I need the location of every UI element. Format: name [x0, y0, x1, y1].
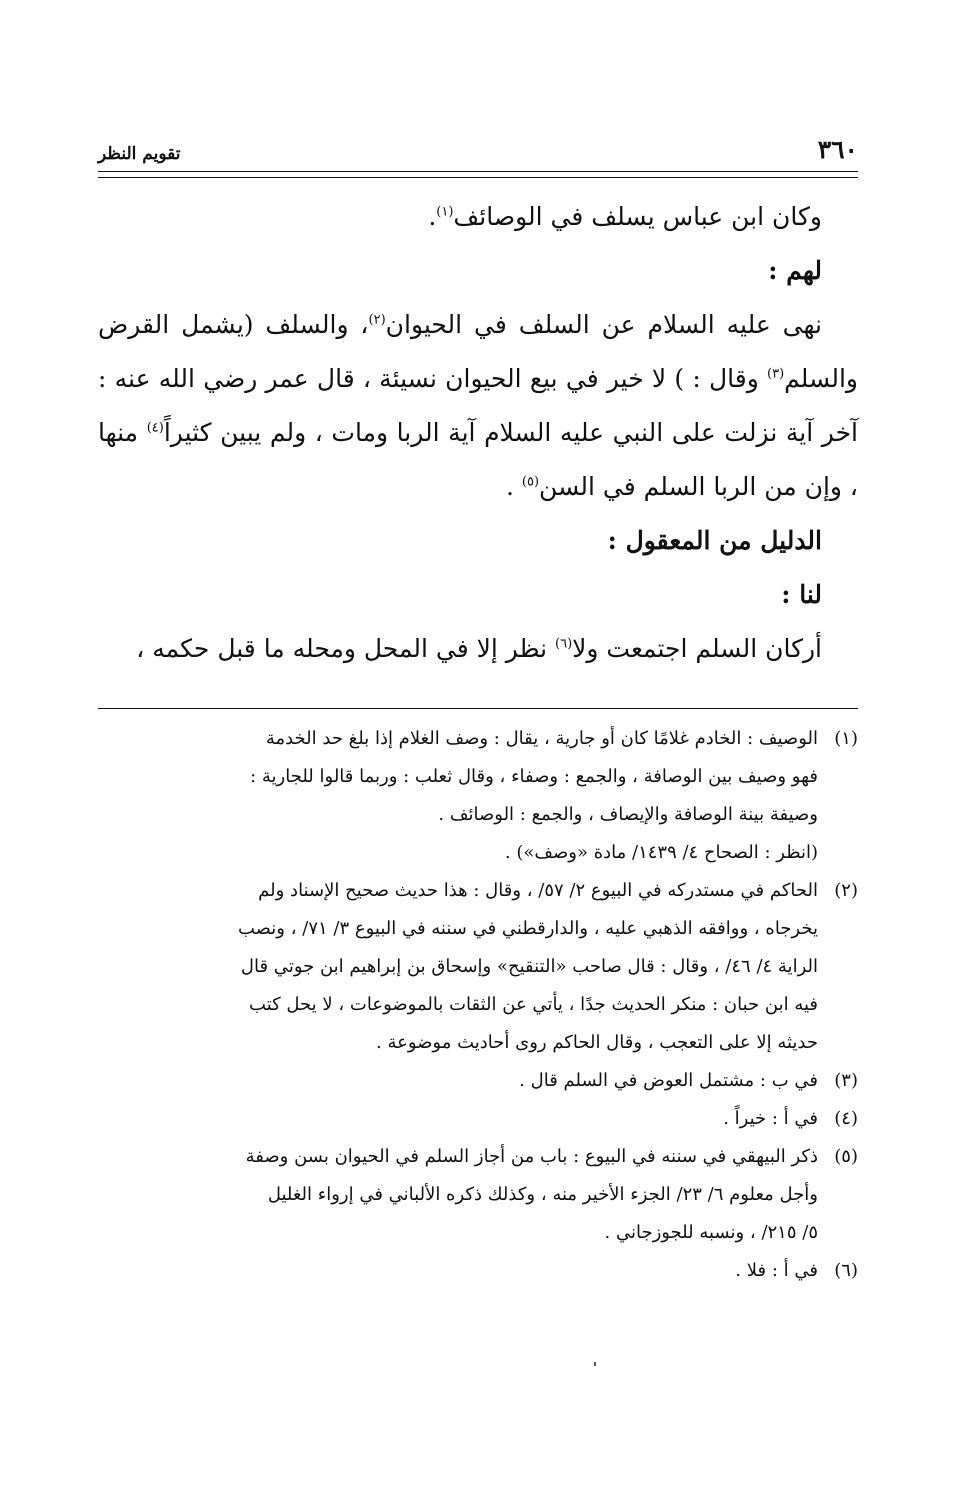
footnote [98, 1100, 858, 1138]
footnote [98, 872, 858, 1062]
footnote-line: (انظر : الصحاح ٤/ ١٤٣٩/ مادة «وصف») . [504, 842, 818, 863]
page-speck [594, 1362, 596, 1366]
footnote-number: (١) [834, 728, 858, 749]
footnote-ref-3: (٣) [767, 366, 785, 382]
footnote-ref-5: (٥) [521, 474, 540, 490]
footnote [98, 1062, 858, 1100]
paragraph-ibn-abbas: وكان ابن عباس يسلف في الوصائف$^{(١)}$. [428, 202, 822, 231]
footnote-rule [98, 708, 858, 709]
heading-lana: لنا : [781, 580, 822, 609]
footnote-line: ذكر البيهقي في سننه في البيوع : باب من أجاز السلم في الحيوان بسن وصفة [245, 1146, 818, 1167]
heading-lahum: لهم : [768, 256, 822, 285]
footnote-number: (٢) [834, 880, 858, 901]
header-rule [98, 171, 858, 178]
footnote-line: الوصيف : الخادم غلامًا كان أو جارية ، يقال : وصف الغلام إذا بلغ حد الخدمة [265, 728, 818, 749]
footnote-line: وصيفة بينة الوصافة والإيصاف ، والجمع : الوصائف . [438, 804, 818, 825]
footnote [98, 1138, 858, 1252]
footnote-number: (٥) [834, 1146, 858, 1167]
footnote-ref-6: (٦) [555, 636, 573, 652]
footnote-number: (٦) [834, 1260, 858, 1281]
footnote [98, 1252, 858, 1290]
footnote-line: وأجل معلوم ٦/ ٢٣/ الجزء الأخير منه ، وكذلك ذكره الألباني في إرواء الغليل [267, 1184, 818, 1205]
footnote-line: فهو وصيف بين الوصافة ، والجمع : وصفاء ، وقال ثعلب : وربما قالوا للجارية : [250, 766, 818, 787]
footnote-line: الحاكم في مستدركه في البيوع ٢/ ٥٧/ ، وقال : هذا حديث صحيح الإسناد ولم [258, 880, 818, 901]
footnote [98, 720, 858, 872]
page-header [98, 128, 858, 164]
paragraph-arkan: أركان السلم اجتمعت ولا$^{(٦)}$ نظر إلا في المحل ومحله ما قبل حكمه ، [136, 634, 822, 663]
footnote-number: (٣) [834, 1070, 858, 1091]
paragraph-hadith: نهى عليه السلام عن السلف في الحيوان$^{(٢)}$، والسلف (يشمل القرض والسلم$^{(٣)}$ وقال : ) لا خير في بيع الحيوان نسيئة ، قال عمر رضي الله عنه : آخر آية نزلت على النبي عليه السلام آية الربا ومات ، ولم يبين كثيراً$^{(٤)}$ منها ، وإن من الربا السلم في السن$^{(٥)}$ . [98, 310, 858, 501]
footnote-line: في أ : خيراً . [723, 1108, 818, 1129]
footnote-line: ٥/ ٢١٥/ ، ونسبه للجوزجاني . [604, 1222, 818, 1243]
heading-dalil: الدليل من المعقول : [607, 526, 822, 555]
footnote-ref-4: (٤) [146, 420, 164, 436]
footnote-ref-2: (٢) [368, 312, 386, 328]
footnote-line: يخرجاه ، ووافقه الذهبي عليه ، والدارقطني في سننه في البيوع ٣/ ٧١/ ، ونصب [238, 918, 818, 939]
footnote-line: في أ : فلا . [735, 1260, 818, 1281]
page-number: ٣٦٠ [817, 135, 858, 164]
running-title: تقويم النظر [98, 144, 181, 164]
footnote-ref-1: (١) [436, 204, 454, 220]
footnote-line: حديثه إلا على التعجب ، وقال الحاكم روى أحاديث موضوعة . [376, 1032, 818, 1053]
footnote-number: (٤) [834, 1108, 858, 1129]
footnotes [98, 720, 858, 1290]
footnote-line: الراية ٤/ ٤٦/ ، وقال : قال صاحب «التنقيح» وإسحاق بن إبراهيم ابن جوتي قال [240, 956, 818, 977]
footnote-line: في ب : مشتمل العوض في السلم قال . [519, 1070, 818, 1091]
footnote-line: فيه ابن حبان : منكر الحديث جدًا ، يأتي عن الثقات بالموضوعات ، لا يحل كتب [249, 994, 818, 1015]
main-text [98, 190, 858, 676]
